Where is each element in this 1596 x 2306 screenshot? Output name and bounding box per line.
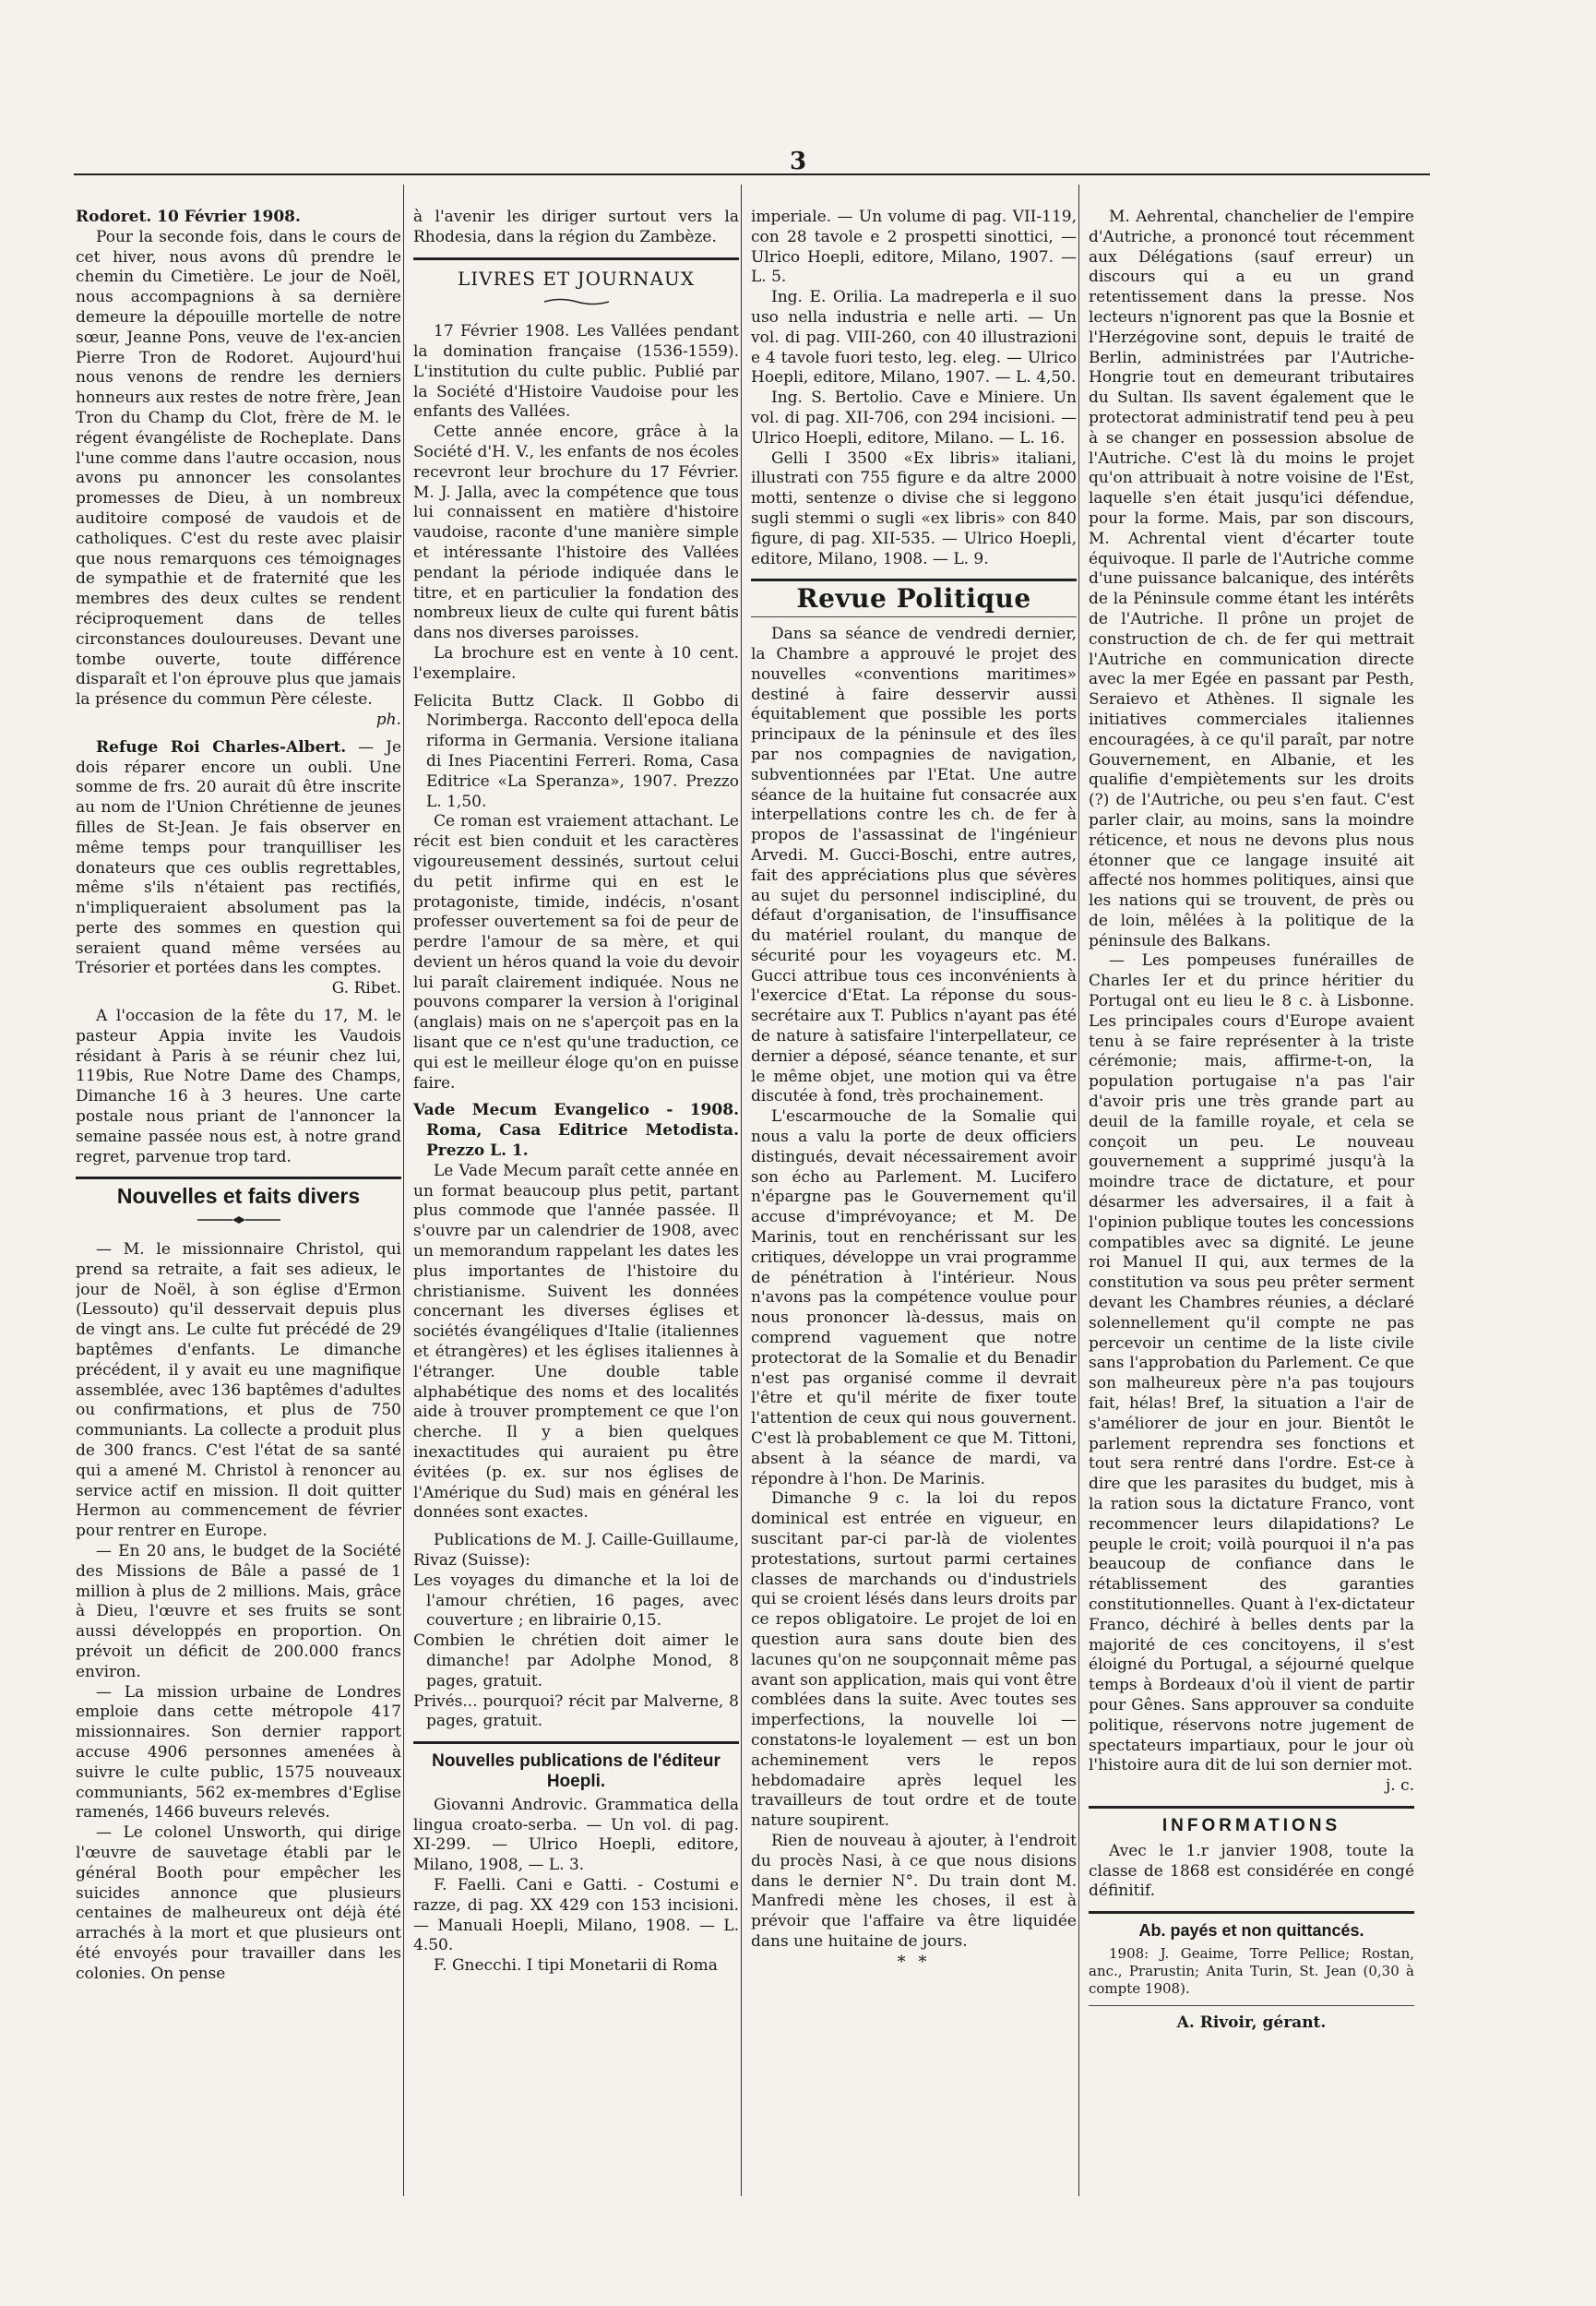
imperiale-entry: imperiale. — Un volume di pag. VII-119, con 28 tavole e 2 prospetti sinottici, — Ulrico Hoepli, editore, Milano, 1907. — L. 5. xyxy=(751,208,1077,287)
refuge-text: — Je dois réparer encore un oubli. Une somme de frs. 20 aurait dû être inscrite au nom de l'Union Chrétienne de jeunes filles de St-Jean. Je fais observer en même temps pour tranquilliser les donateurs que ces oublis regrettables, même s'ils n'étaient pas rectifiés, n'impliqueraient absolument pas la perte des sommes en question qui seraient quand même versées au Trésorier et portées dans les comptes. xyxy=(76,737,401,978)
section-rule xyxy=(413,257,739,260)
combien-entry: Combien le chrétien doit aimer le dimanche! par Adolphe Monod, 8 pages, gratuit. xyxy=(413,1631,739,1691)
ab-heading: Ab. payés et non quittancés. xyxy=(1138,1921,1364,1941)
nouvelles-heading: Nouvelles et faits divers xyxy=(116,1184,361,1209)
voyages-entry: Les voyages du dimanche et la loi de l'amour chrétien, 16 pages, avec couverture ; en librairie 0,15. xyxy=(413,1571,739,1631)
vade-entry: Vade Mecum Evangelico - 1908. Roma, Casa Editrice Metodista. Prezzo L. 1. xyxy=(413,1101,739,1161)
gobbo-entry: Felicita Buttz Clack. Il Gobbo di Norimberga. Racconto dell'epoca della riforma in Germania. Versione italiana di Ines Piacentini Ferreri. Roma, Casa Editrice «La Speranza», 1907. Prezzo L. 1,50. xyxy=(413,691,739,811)
revue-paragraph-6: — Les pompeuses funérailles de Charles Ier et du prince héritier du Portugal ont eu lieu le 8 c. à Lisbonne. Les principales cours d'Europe avaient tenu à se faire représenter à la triste cérémonie; mais, affirme-t-on, la population portugaise n'a pas l'air d'avoir pris une très grande part au deuil de la famille royale, et cela se conçoit un peu. Le nouveau gouvernement a supprimé jusqu'à la moindre trace de dictature, et pour désarmer les adversaires, il a fait à l'opinion publique toutes les concessions compatibles avec sa dignité. Le jeune roi Manuel II qui, aux termes de la constitution va sous peu prêter serment devant les Chambres réunies, a déclaré solennellement qu'il compte ne pas percevoir un centime de la liste civile sans l'approbation du Parlement. Ce que son malheureux père n'a pas toujours fait, hélas! Bref, la situation a l'air de s'améliorer de jour en jour. Bientôt le parlement reprendra ses fonctions et tout sera rentré dans l'ordre. Est-ce à dire que les parasites du budget, mis à la ration sous la dictature Franco, vont recommencer leurs dilapidations? Le peuple le croit; voilà pourquoi il n'a pas beaucoup de confiance dans le rétablissement des garanties constitutionnelles. Quant à l'ex-dictateur Franco, déchiré à belles dents par la majorité de ces concitoyens, il s'est éloigné du Portugal, a séjourné quelque temps à Bordeaux d'où il vient de partir pour Gênes. Sans approuver sa conduite politique, réservons notre jugement de spectateurs impartiaux, pour le jour où l'histoire aura dit de lui son dernier mot. xyxy=(1089,951,1414,1775)
vade-review: Le Vade Mecum paraît cette année en un format beaucoup plus petit, partant plus commode que l'année passée. Il s'ouvre par un calendrier de 1908, avec un memorandum rappelant les dates les plus importantes de l'histoire du christianisme. Suivent les données concernant les diverses églises et sociétés évangéliques d'Italie (italiennes et étrangères) et les églises italiennes à l'étranger. Une double table alphabétique des noms et des localités aide à trouver promptement ce que l'on cherche. Il y a bien quelques inexactitudes qui auraient pu être évitées (p. ex. sur nos églises de l'Amérique du Sud) mais en général les données sont exactes. xyxy=(413,1161,739,1523)
column-divider xyxy=(403,185,404,2196)
refuge-paragraph xyxy=(76,738,401,980)
section-rule xyxy=(413,1741,739,1744)
bertolio-entry: Ing. S. Bertolio. Cave e Miniere. Un vol. di pag. XII-706, con 294 incisioni. — Ulrico Hoepli, editore, Milano. — L. 16. xyxy=(751,388,1077,448)
section-rule xyxy=(751,579,1077,581)
nouvelles-item-4: — Le colonel Unsworth, qui dirige l'œuvre de sauvetage établi par le général Booth pour empêcher les suicides annonce que plusieurs centaines de malheureux ont déjà été arrachés à la mort et que plusieurs ont été envoyés pour travailler dans les colonies. On pense xyxy=(76,1823,401,1983)
ab-text: 1908: J. Geaime, Torre Pellice; Rostan, anc., Prarustin; Anita Turin, St. Jean (0,30 à compte 1908). xyxy=(1089,1944,1414,1997)
hoepli-heading: Nouvelles publications de l'éditeur Hoepli. xyxy=(432,1751,721,1791)
column-1 xyxy=(76,208,401,2210)
gerant-signature: A. Rivoir, gérant. xyxy=(1176,2013,1327,2032)
page-number: 3 xyxy=(789,148,807,175)
androvic-entry: Giovanni Androvic. Grammatica della lingua croato-serba. — Un vol. di pag. XI-299. — Ulrico Hoepli, editore, Milano, 1908, — L. 3. xyxy=(413,1795,739,1875)
rodoret-dateline: Rodoret. 10 Février 1908. xyxy=(76,208,301,226)
revue-paragraph-5: M. Aehrental, chanchelier de l'empire d'Autriche, a prononcé tout récemment aux Délégations (sauf erreur) un discours qui a eu un grand retentissement dans la presse. Nos lecteurs n'ignorent pas que la Bosnie et l'Herzégovine sont, depuis le traité de Berlin, administrées par l'Autriche-Hongrie tout en demeurant tributaires du Sultan. Ils savent également que le protectorat administratif tend peu à peu à se changer en possession absolue de l'Autriche. C'est là du moins le projet qu'on attribuait à notre voisine de l'Est, laquelle s'en était jusqu'ici défendue, pour la forme. Mais, par son discours, M. Achrental vient d'écarter toute équivoque. Il parle de l'Autriche comme d'une puissance balcanique, des intérêts de la Péninsule comme étant les intérêts de l'Autriche. Il prône un projet de construction de ch. de fer qui mettrait l'Autriche en communication directe avec la mer Egée en passant par Pesth, Seraievo et Athènes. Il signale les initiatives commerciales italiennes encouragées, à ce qu'il paraît, par notre Gouvernement, en Albanie, et les qualifie d'empiètements sur les droits (?) de l'Autriche, ou peu s'en faut. C'est parler clair, au moins, sans la moindre réticence, et nous ne devons plus nous étonner que ce langage insuité ait affecté nos hommes politiques, ainsi que les nations qui se trouvent, de près ou de loin, mêlées à la politique de la péninsule des Balkans. xyxy=(1089,208,1414,950)
informations-text: Avec le 1.r janvier 1908, toute la classe de 1868 est considérée en congé définitif. xyxy=(1089,1841,1414,1901)
revue-signature: j. c. xyxy=(1385,1776,1414,1796)
section-rule xyxy=(76,1177,401,1179)
prives-entry: Privés... pourquoi? récit par Malverne, 8 pages, gratuit. xyxy=(413,1691,739,1731)
refuge-signature: G. Ribet. xyxy=(331,979,401,998)
vallees-price: La brochure est en vente à 10 cent. l'exemplaire. xyxy=(413,643,739,683)
revue-paragraph-4: Rien de nouveau à ajouter, à l'endroit du procès Nasi, à ce que nous disions dans le dernier N°. Du train dont M. Manfredi mène les choses, il est à prévoir que l'affaire va être liquidée dans une huitaine de jours. xyxy=(751,1831,1077,1951)
faelli-entry: F. Faelli. Cani e Gatti. - Costumi e razze, di pag. XX 429 con 153 incisioni. — Manuali Hoepli, Milano, 1908. — L. 4.50. xyxy=(413,1875,739,1955)
column-divider xyxy=(1078,185,1079,2196)
livres-heading: LIVRES ET JOURNAUX xyxy=(457,267,695,290)
orilia-entry: Ing. E. Orilia. La madreperla e il suo uso nella industria e nelle arti. — Un vol. di pag. VIII-260, con 40 illustrazioni e 4 tavole fuori testo, leg. eleg. — Ulrico Hoepli, editore, Milano, 1907. — L. 4,50. xyxy=(751,288,1077,388)
nouvelles-item-3: — La mission urbaine de Londres emploie dans cette métropole 417 missionnaires. Son dernier rapport accuse 4906 personnes amenées à suivre le culte public, 1575 nouveaux communiants, 562 ex-membres d'Eglise ramenés, 1466 buveurs relevés. xyxy=(76,1682,401,1822)
section-rule xyxy=(751,616,1077,617)
gelli-entry: Gelli I 3500 «Ex libris» italiani, illustrati con 755 figure e da altre 2000 motti, sentenze o divise che si leggono sugli stemmi o sugli «ex libris» con 840 figure, di pag. XII-535. — Ulrico Hoepli, editore, Milano, 1908. — L. 9. xyxy=(751,448,1077,568)
revue-heading: Revue Politique xyxy=(796,583,1031,615)
caille-intro: Publications de M. J. Caille-Guillaume, Rivaz (Suisse): xyxy=(413,1531,739,1570)
ornament-divider xyxy=(413,293,739,313)
revue-paragraph-2: L'escarmouche de la Somalie qui nous a valu la porte de deux officiers distingués, devait nécessairement avoir son écho au Parlement. M. Lucifero n'épargne pas le Gouvernement qu'il accuse d'imprévoyance; et M. De Marinis, tout en renchérissant sur les critiques, développe un vrai programme de pénétration à l'intérieur. Nous n'avons pas la compétence voulue pour nous prononcer là-dessus, mais on comprend vaguement que notre protectorat de la Somalie et du Benadir n'est pas organisé comme il devrait l'être et qu'il mérite de fixer toute l'attention de ceux qui nous gouvernent. C'est là probablement ce que M. Tittoni, absent à la séance de mardi, va répondre à l'hon. De Marinis. xyxy=(751,1107,1077,1488)
continued-text: à l'avenir les diriger surtout vers la Rhodesia, dans la région du Zambèze. xyxy=(413,208,739,246)
appia-notice: A l'occasion de la fête du 17, M. le pasteur Appia invite les Vaudois résidant à Paris à se réunir chez lui, 119bis, Rue Notre Dame des Champs, Dimanche 16 à 3 heures. Une carte postale nous priant de l'annoncer la semaine passée nous est, à notre grand regret, parvenue trop tard. xyxy=(76,1007,401,1166)
nouvelles-item-1: — M. le missionnaire Christol, qui prend sa retraite, a fait ses adieux, le jour de Noël, à son église d'Ermon (Lessouto) qu'il desservait depuis plus de vingt ans. Le culte fut précédé de 29 baptêmes d'enfants. Le dimanche précédent, il y avait eu une magnifique assemblée, avec 136 baptêmes d'adultes ou confirmations, et plus de 750 communiants. La collecte a produit plus de 300 francs. C'est l'état de sa santé qui a amené M. Christol à renoncer au service actif en mission. Il doit quitter Hermon au commencement de février pour rentrer en Europe. xyxy=(76,1240,401,1541)
revue-paragraph-3: Dimanche 9 c. la loi du repos dominical est entrée en vigueur, en suscitant par-ci par-là de violentes protestations, surtout parmi certaines classes de marchands ou d'industriels qui se croient lésés dans leurs droits par ce repos obligatoire. Le projet de loi en question aura sans doute bien des lacunes qu'on ne soupçonnait même pas avant son application, mais qui vont être comblées dans la suite. Avec toutes ses imperfections, la nouvelle loi — constatons-le loyalement — est un bon acheminement vers le repos hebdomadaire après lequel les travailleurs de tout ordre et de toute nature soupirent. xyxy=(751,1489,1077,1831)
gnecchi-entry: F. Gnecchi. I tipi Monetarii di Roma xyxy=(434,1956,718,1976)
nouvelles-item-2: — En 20 ans, le budget de la Société des Missions de Bâle a passé de 1 million à plus de 2 millions. Mais, grâce à Dieu, l'œuvre et ses fruits se sont aussi développés en proportion. On prévoit un déficit de 200.000 francs environ. xyxy=(76,1542,401,1681)
refuge-title: Refuge Roi Charles-Albert. xyxy=(96,737,347,757)
column-2 xyxy=(413,208,739,2210)
section-rule xyxy=(1089,1806,1414,1809)
column-3 xyxy=(751,208,1077,2210)
revue-paragraph-1: Dans sa séance de vendredi dernier, la Chambre a approuvé le projet des nouvelles «conventions maritimes» destiné à faire desservir aussi équitablement que possible les ports principaux de la péninsule et des îles par nos compagnies de navigation, subventionnées par l'Etat. Une autre séance de la huitaine fut consacrée aux interpellations contre les ch. de fer à propos de l'assassinat de l'ingénieur Arvedi. M. Gucci-Boschi, entre autres, fait des appréciations plus que sévères au sujet du personnel indiscipliné, du défaut d'organisation, de l'insuffisance du matériel roulant, du manque de sécurité pour les voyageurs etc. M. Gucci attribue tous ces inconvénients à l'exercice d'Etat. La réponse du sous-secrétaire aux T. Publics n'ayant pas été de nature à satisfaire l'interpellateur, ce dernier a déposé, séance tenante, et sur le même objet, une motion qui va être discutée à fond, très prochainement. xyxy=(751,625,1077,1106)
rodoret-text: Pour la seconde fois, dans le cours de cet hiver, nous avons dû prendre le chemin du Cimetière. Le jour de Noël, nous accompagnions à sa dernière demeure la dépouille mortelle de notre sœur, Jeanne Pons, veuve de l'ex-ancien Pierre Tron de Rodoret. Aujourd'hui nous venons de rendre les derniers honneurs aux restes de notre frère, Jean Tron du Champ du Clot, frère de M. le régent évangéliste de Rocheplate. Dans l'une comme dans l'autre occasion, nous avons pu annoncer les consolantes promesses de Dieu, à un nombreux auditoire composé de vaudois et de catholiques. C'est du reste avec plaisir que nous remarquons ces témoignages de sympathie et de fraternité que les membres des deux cultes se rendent réciproquement dans de telles circonstances douloureuses. Devant une tombe ouverte, toute différence disparaît et l'on éprouve plus que jamais la présence du commun Père céleste. xyxy=(76,227,401,710)
vallees-entry: 17 Février 1908. Les Vallées pendant la domination française (1536-1559). L'institution du culte public. Publié par la Société d'Histoire Vaudoise pour les enfants des Vallées. xyxy=(413,322,739,422)
gobbo-review: Ce roman est vraiement attachant. Le récit est bien conduit et les caractères vigoureusement dessinés, surtout celui du petit infirme qui en est le protagoniste, timide, indécis, n'osant professer ouvertement sa foi de peur de perdre l'amour de sa mère, et qui devient un héros quand la voie du devoir lui paraît clairement indiquée. Nous ne pouvons comparer la version à l'original (anglais) mais on ne s'aperçoit pas en la lisant que ce n'est qu'une traduction, ce qui est le meilleur éloge qu'on en puisse faire. xyxy=(413,812,739,1093)
section-rule xyxy=(1089,2005,1414,2006)
section-rule xyxy=(1089,1911,1414,1914)
informations-heading: INFORMATIONS xyxy=(1161,1815,1341,1835)
asterism: * * xyxy=(897,1952,931,1972)
column-4 xyxy=(1089,208,1414,2210)
top-rule xyxy=(74,173,1430,175)
column-divider xyxy=(741,185,742,2196)
vallees-review: Cette année encore, grâce à la Société d'H. V., les enfants de nos écoles recevront leur brochure du 17 Février. M. J. Jalla, avec la compétence que tous lui connaissent en matière d'histoire vaudoise, raconte d'une manière simple et intéressante l'histoire des Vallées pendant la période indiquée dans le titre, et en particulier la fondation des nombreux lieux de culte qui furent bâtis dans nos diverses paroisses. xyxy=(413,423,739,643)
ornament-divider xyxy=(76,1211,401,1231)
rodoret-signature: ph. xyxy=(375,710,401,729)
